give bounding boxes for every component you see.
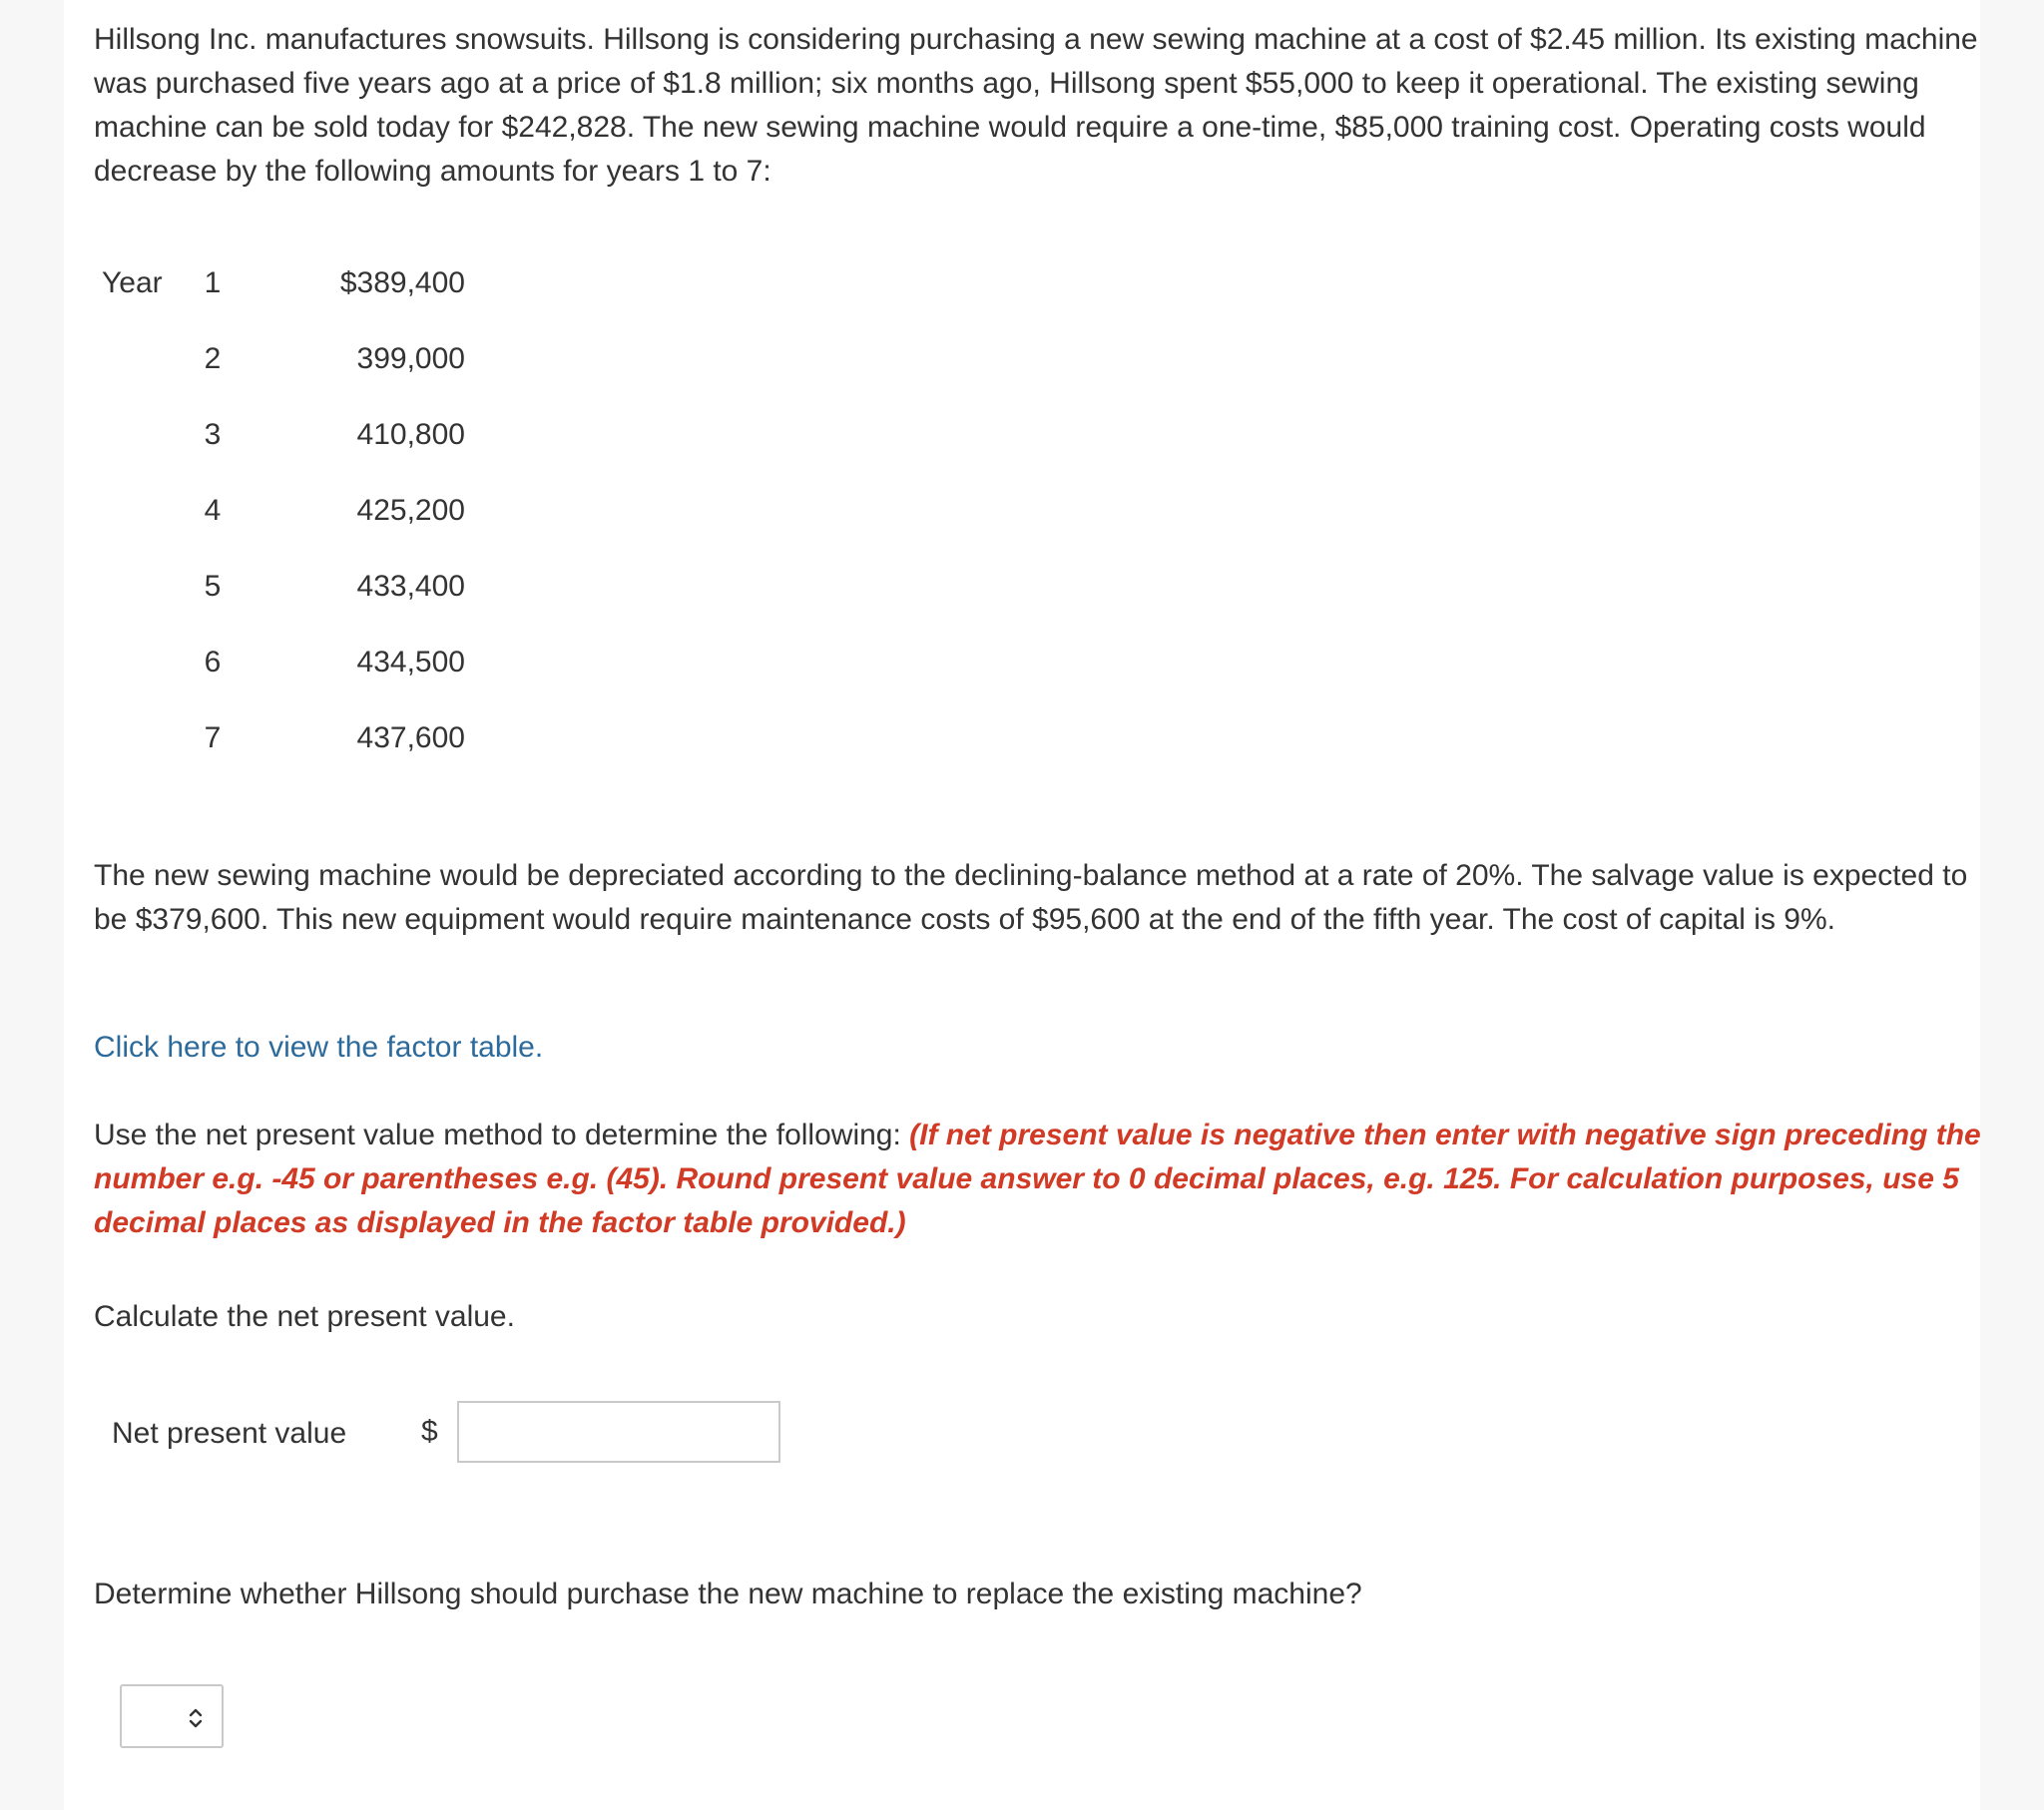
cost-decrease-amount: 434,500 <box>356 646 465 679</box>
table-row <box>102 245 465 321</box>
table-row <box>102 397 465 473</box>
instruction-lead: Use the net present value method to determine the following: <box>94 1119 910 1151</box>
empty-cell <box>102 321 194 397</box>
empty-cell <box>102 473 194 549</box>
year-number: 5 <box>204 570 222 603</box>
decision-select[interactable] <box>120 1684 224 1748</box>
cost-decrease-amount: 425,200 <box>356 494 465 527</box>
npv-input[interactable] <box>457 1401 780 1463</box>
factor-table-link[interactable]: Click here to view the factor table. <box>94 1031 544 1064</box>
table-row <box>102 549 465 625</box>
cost-decrease-amount: 433,400 <box>356 570 465 603</box>
calc-prompt: Calculate the net present value. <box>94 1300 515 1333</box>
updown-chevron-icon <box>188 1706 204 1730</box>
cost-decrease-amount: 410,800 <box>356 418 465 451</box>
depreciation-text: The new sewing machine would be depreciated according to the declining-balance method at a rate of 20%. The salvage value is expected to be $379,600. This new equipment would require maintenance costs of $95,600 at the end of the fifth year. The cost of capital is 9%. <box>94 859 1968 936</box>
factor-table-paragraph <box>94 1026 1990 1070</box>
year-number: 4 <box>204 494 222 527</box>
empty-cell <box>102 700 194 776</box>
table-row <box>102 625 465 700</box>
currency-symbol: $ <box>421 1415 438 1448</box>
table-row <box>102 473 465 549</box>
npv-label: Net present value <box>112 1417 347 1450</box>
empty-cell <box>102 625 194 700</box>
cost-decrease-amount: 437,600 <box>356 721 465 754</box>
year-number: 3 <box>204 418 222 451</box>
year-number: 2 <box>204 342 222 375</box>
year-number: 7 <box>204 721 222 754</box>
empty-cell <box>102 549 194 625</box>
year-label: Year <box>102 266 163 299</box>
year-number: 1 <box>204 266 222 299</box>
table-row <box>102 700 465 776</box>
cost-decrease-amount: 399,000 <box>356 342 465 375</box>
problem-intro: Hillsong Inc. manufactures snowsuits. Hillsong is considering purchasing a new sewing machine at a cost of $2.45 million. Its existing machine was purchased five years ago at a price of $1.8 million; six months ago, Hillsong spent $55,000 to keep it operational. The existing sewing machine can be sold today for $242,828. The new sewing machine would require a one-time, $85,000 training cost. Operating costs would decrease by the following amounts for years 1 to 7: <box>94 23 1978 188</box>
empty-cell <box>102 397 194 473</box>
instruction-paragraph <box>94 1114 1990 1245</box>
decision-prompt: Determine whether Hillsong should purchase the new machine to replace the existing machine? <box>94 1578 1362 1610</box>
table-row <box>102 321 465 397</box>
cost-decrease-amount: $389,400 <box>339 266 465 299</box>
operating-cost-table <box>102 245 465 776</box>
question-page <box>64 0 1980 1810</box>
instruction-note: (If net present value is negative then enter with negative sign preceding the number e.g. -45 or parentheses e.g. (45). Round present value answer to 0 decimal places, e.g. 125. For calculation purposes, use 5 decimal places as displayed in the factor table provided.) <box>94 1119 1981 1239</box>
year-number: 6 <box>204 646 222 679</box>
